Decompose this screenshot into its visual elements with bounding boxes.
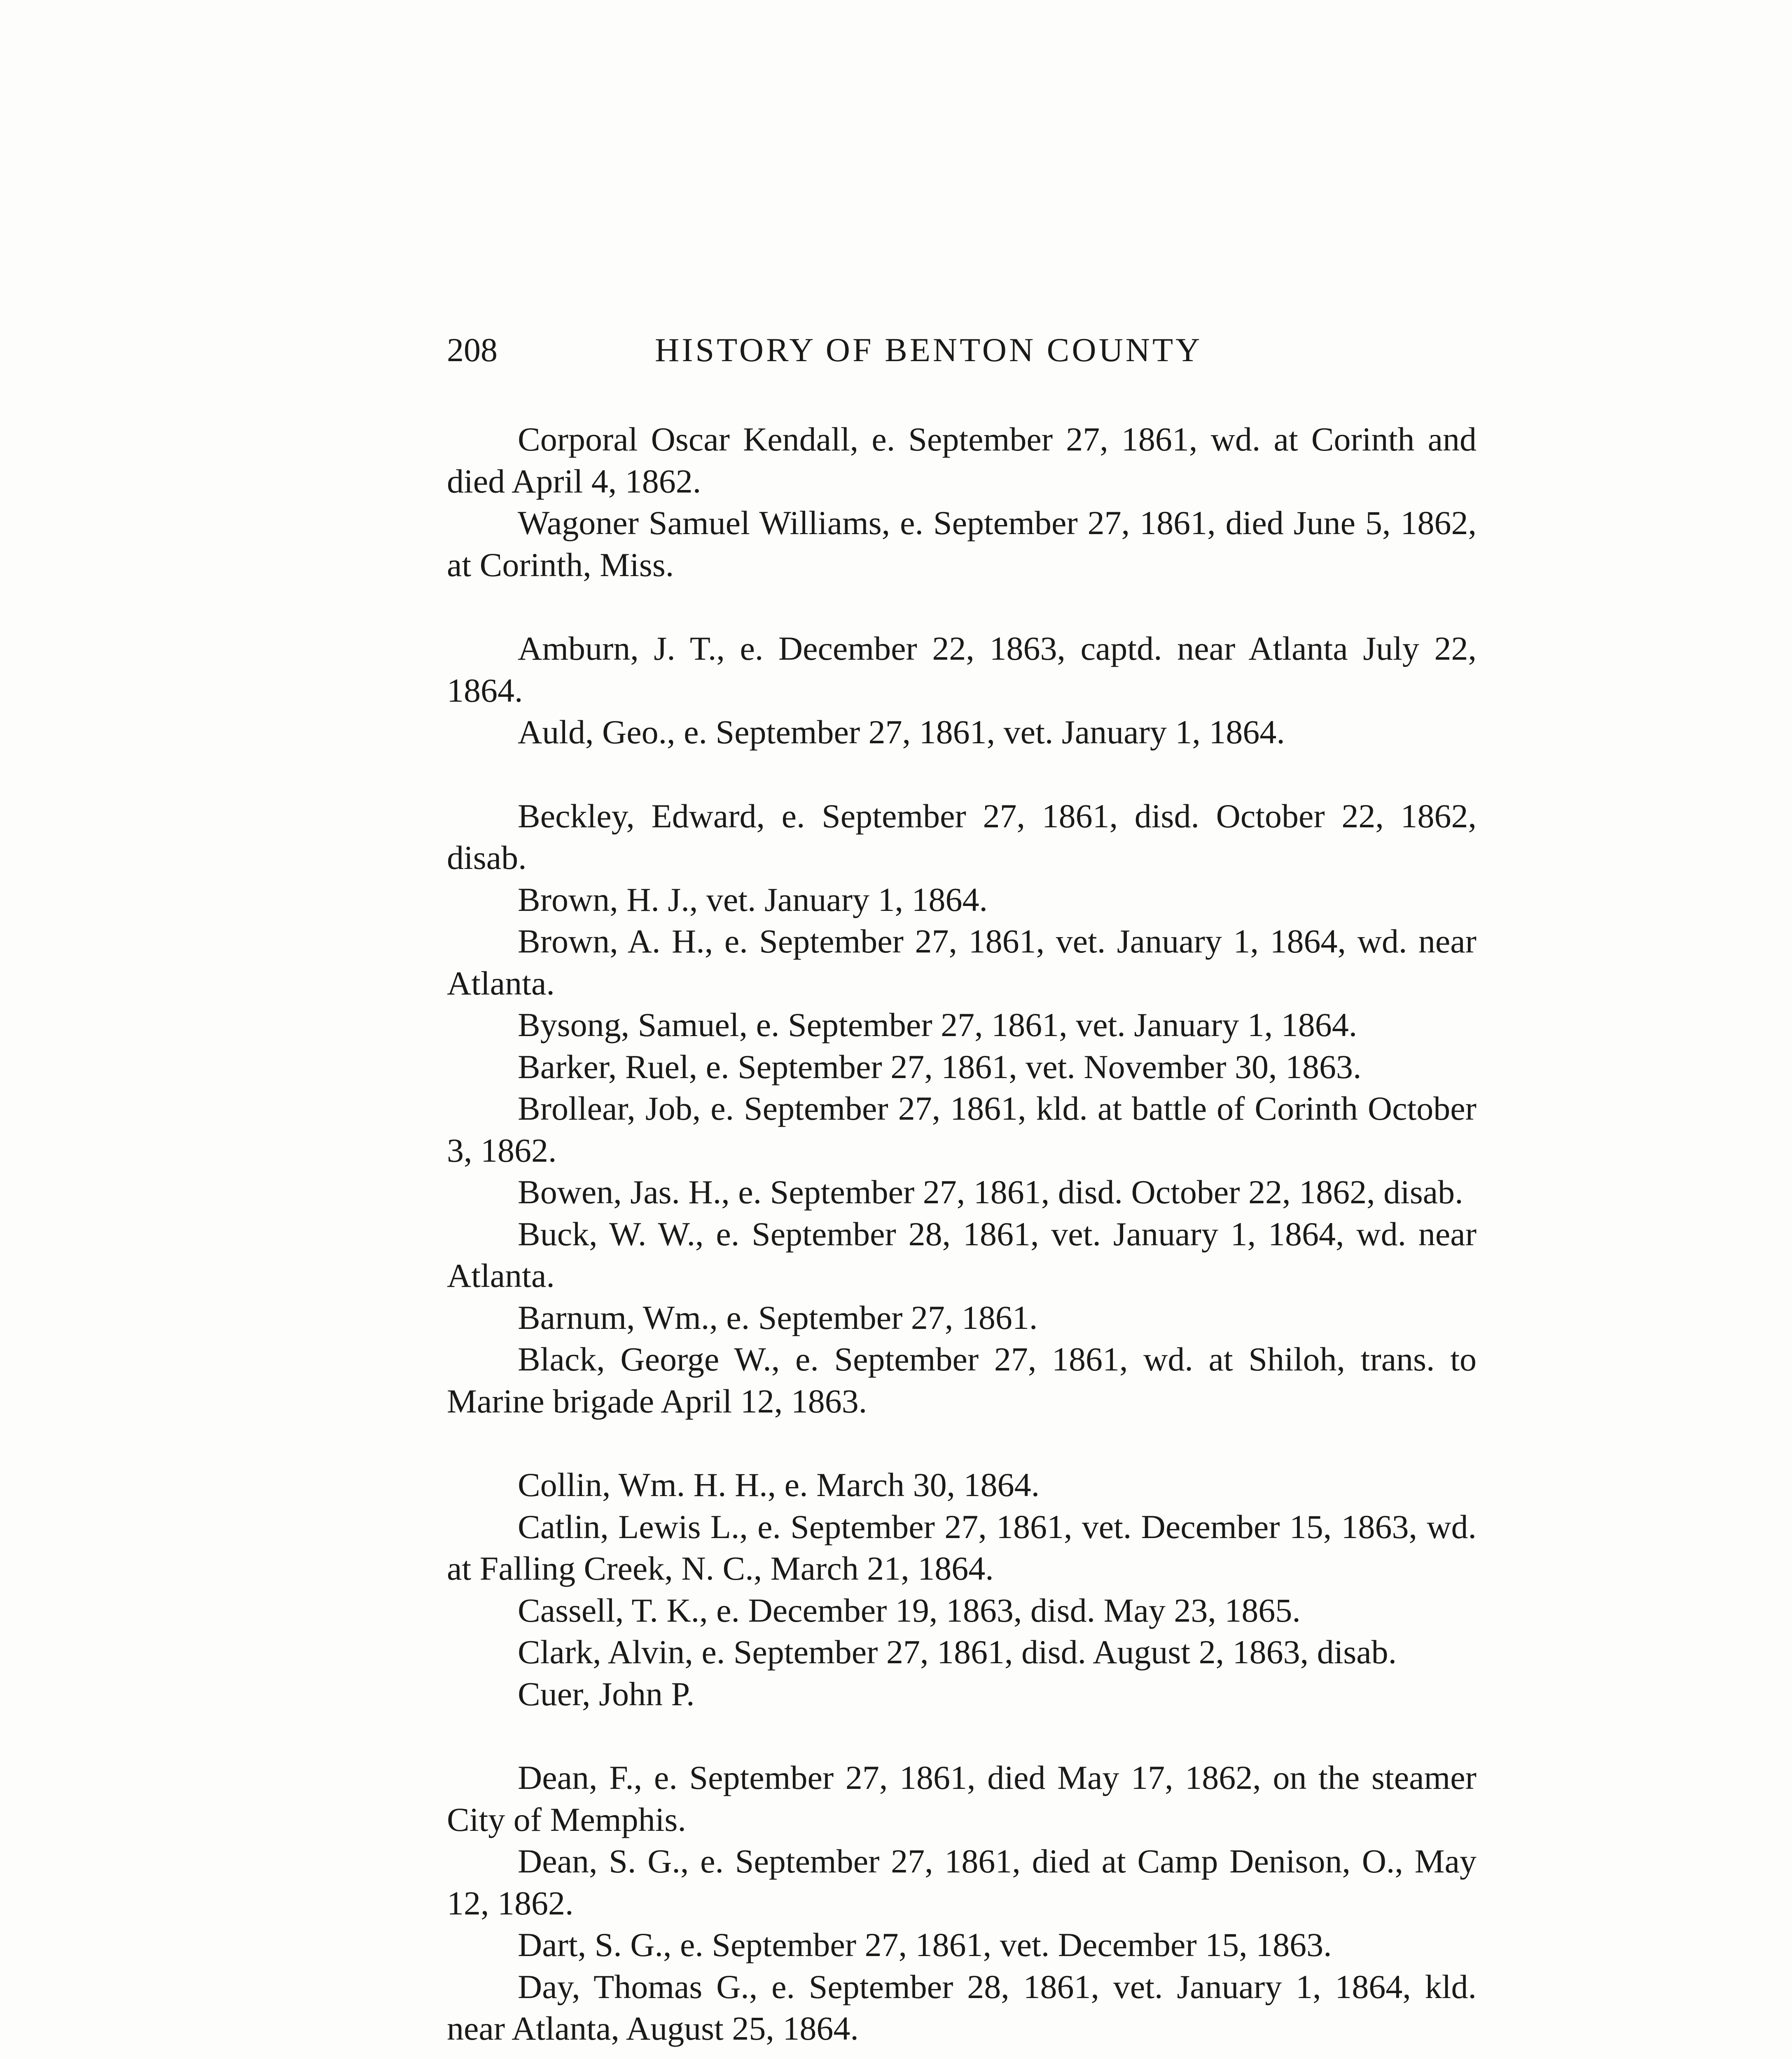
roster-entry: Cassell, T. K., e. December 19, 1863, disd. May 23, 1865.	[518, 1591, 1301, 1629]
roster-entry: Bysong, Samuel, e. September 27, 1861, vet. January 1, 1864.	[518, 1006, 1357, 1044]
roster-entry: Catlin, Lewis L., e. September 27, 1861, vet. December 15, 1863, wd. at Falling Creek, N. C., March 21, 1864.	[447, 1508, 1477, 1587]
roster-entry: Corporal Oscar Kendall, e. September 27, 1861, wd. at Corinth and died April 4, 1862.	[447, 420, 1477, 500]
roster-entry: Cuer, John P.	[518, 1675, 695, 1713]
roster-group-c	[447, 1464, 1477, 1715]
roster-entry: Amburn, J. T., e. December 22, 1863, captd. near Atlanta July 22, 1864.	[447, 630, 1477, 709]
roster-entry: Brown, A. H., e. September 27, 1861, vet. January 1, 1864, wd. near Atlanta.	[447, 922, 1477, 1002]
roster-group-b	[447, 795, 1477, 1422]
roster-entry: Barnum, Wm., e. September 27, 1861.	[518, 1298, 1038, 1336]
running-title: HISTORY OF BENTON COUNTY	[655, 331, 1203, 369]
roster-entry: Brollear, Job, e. September 27, 1861, kld. at battle of Corinth October 3, 1862.	[447, 1090, 1477, 1169]
roster-entry: Day, Thomas G., e. September 28, 1861, vet. January 1, 1864, kld. near Atlanta, August 25, 1864.	[447, 1968, 1477, 2047]
roster-entry: Wagoner Samuel Williams, e. September 27, 1861, died June 5, 1862, at Corinth, Miss.	[447, 504, 1477, 584]
roster-content	[447, 418, 1477, 2050]
roster-entry: Buck, W. W., e. September 28, 1861, vet. January 1, 1864, wd. near Atlanta.	[447, 1215, 1477, 1294]
roster-entry: Collin, Wm. H. H., e. March 30, 1864.	[518, 1466, 1040, 1503]
roster-group-officers	[447, 418, 1477, 586]
roster-group-a	[447, 628, 1477, 753]
roster-entry: Dart, S. G., e. September 27, 1861, vet. December 15, 1863.	[518, 1926, 1332, 1963]
page-number: 208	[447, 331, 498, 369]
roster-entry: Dean, S. G., e. September 27, 1861, died at Camp Denison, O., May 12, 1862.	[447, 1842, 1477, 1922]
roster-entry: Dean, F., e. September 27, 1861, died May 17, 1862, on the steamer City of Memphis.	[447, 1759, 1477, 1838]
roster-entry: Barker, Ruel, e. September 27, 1861, vet. November 30, 1863.	[518, 1048, 1362, 1086]
book-page	[447, 329, 1477, 2059]
roster-entry: Bowen, Jas. H., e. September 27, 1861, disd. October 22, 1862, disab.	[518, 1173, 1463, 1211]
roster-group-d	[447, 1757, 1477, 2050]
running-head	[447, 329, 1477, 379]
roster-entry: Black, George W., e. September 27, 1861, wd. at Shiloh, trans. to Marine brigade April 12, 1863.	[447, 1340, 1477, 1420]
roster-entry: Auld, Geo., e. September 27, 1861, vet. January 1, 1864.	[518, 713, 1285, 751]
roster-entry: Beckley, Edward, e. September 27, 1861, disd. October 22, 1862, disab.	[447, 797, 1477, 876]
roster-entry: Brown, H. J., vet. January 1, 1864.	[518, 880, 988, 918]
roster-entry: Clark, Alvin, e. September 27, 1861, disd. August 2, 1863, disab.	[518, 1633, 1397, 1671]
